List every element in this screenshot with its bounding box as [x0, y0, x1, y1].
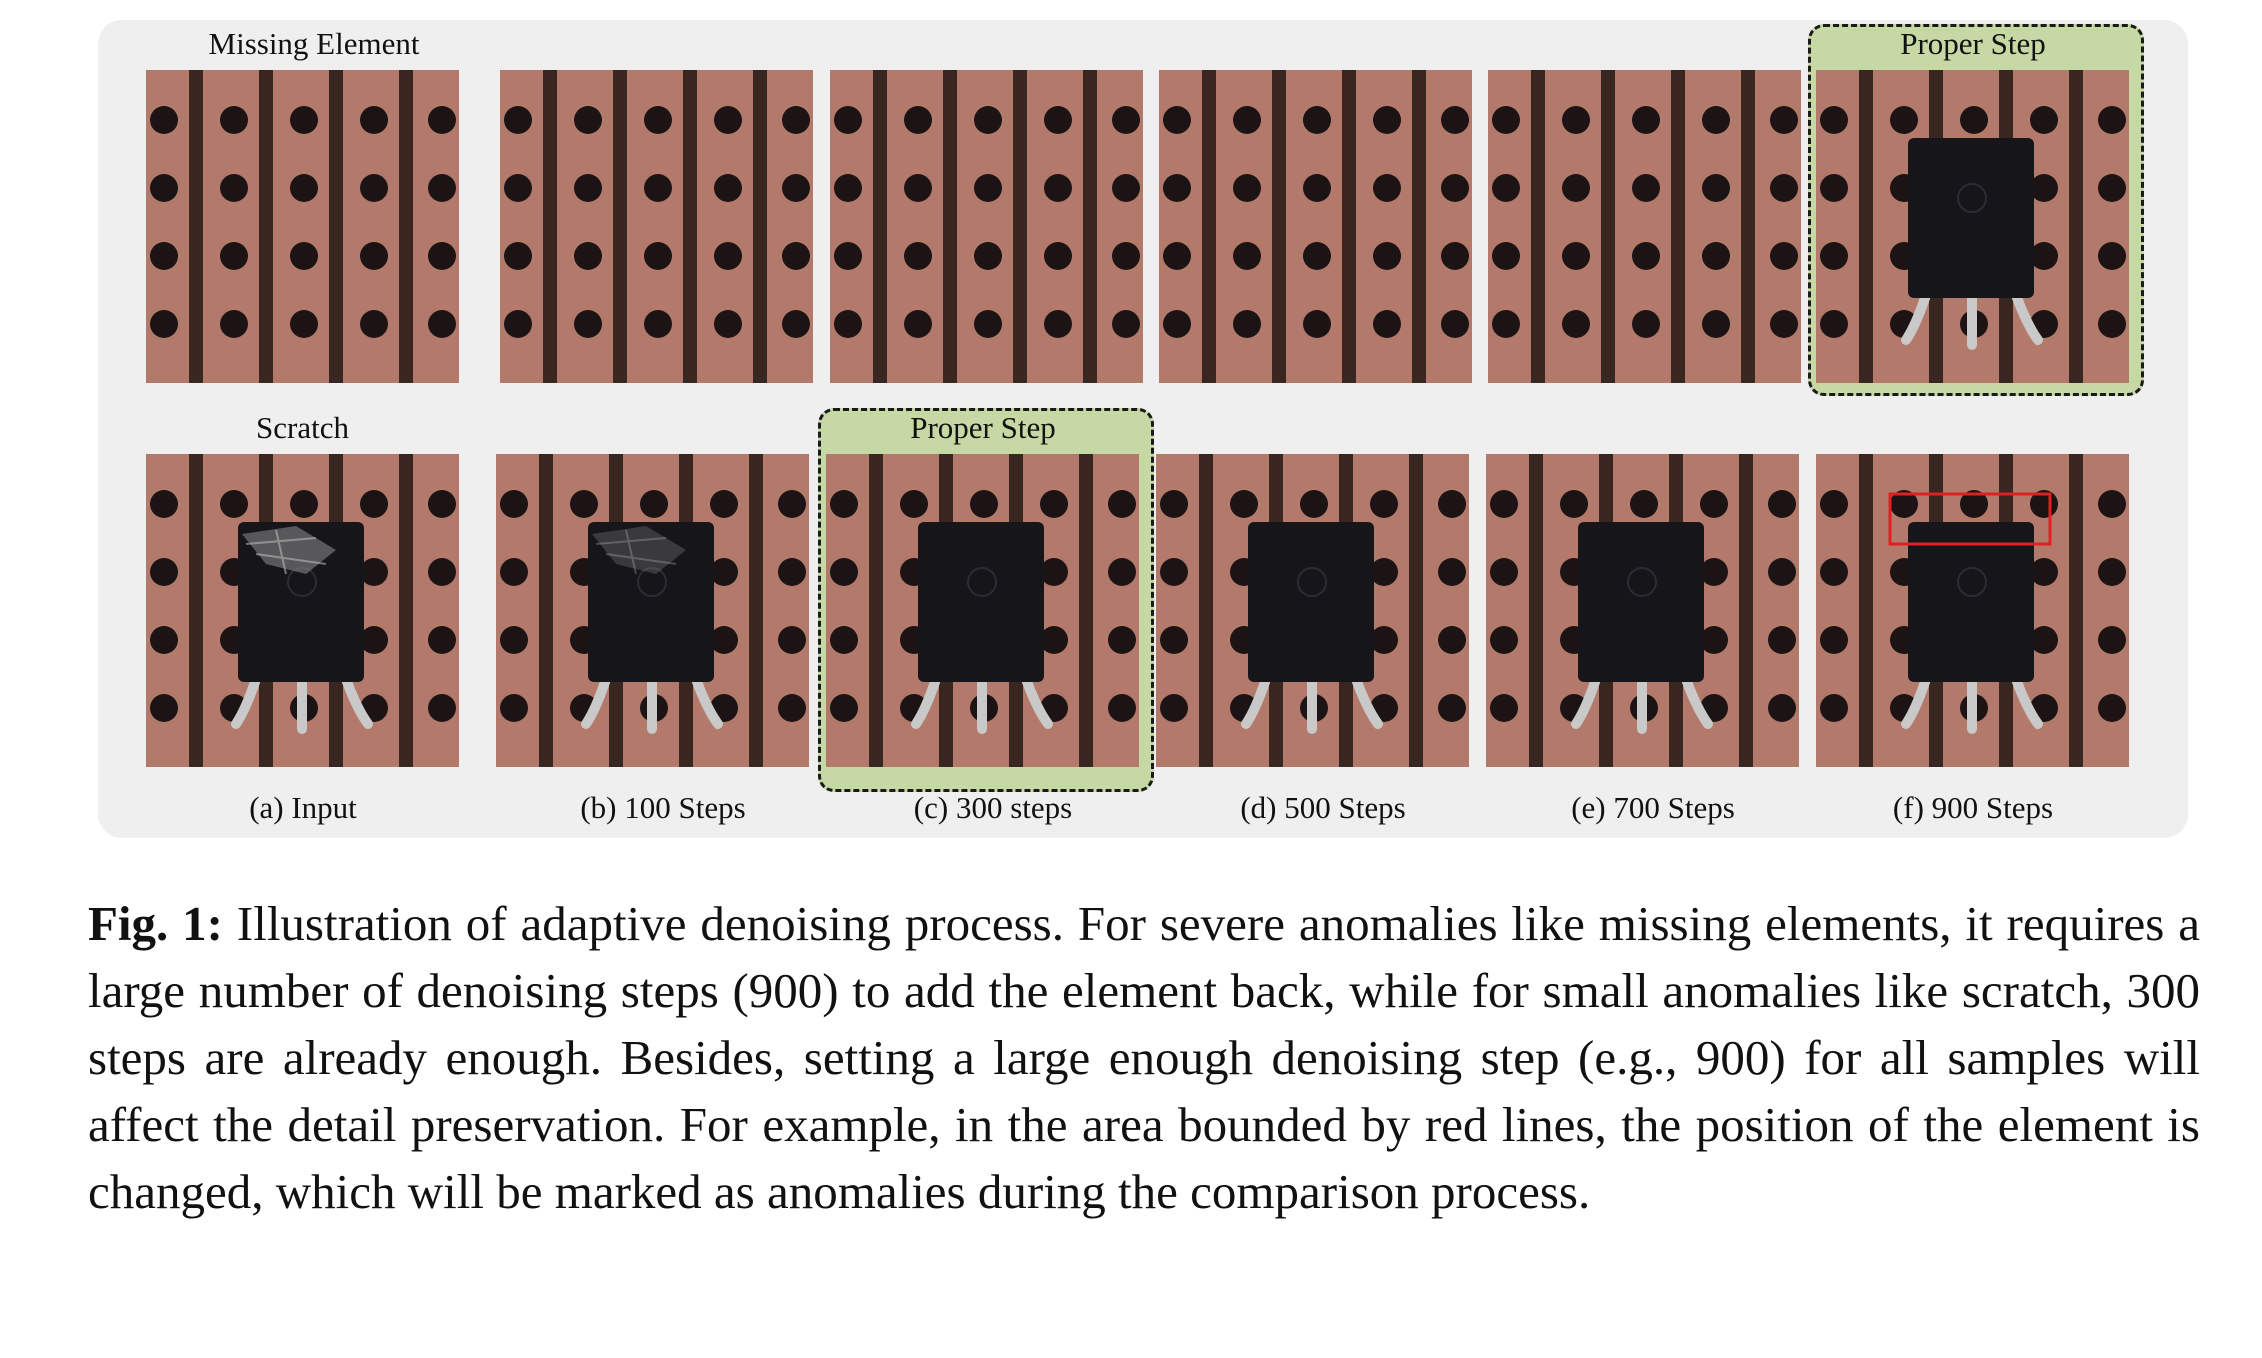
row-label-missing-element: Missing Element [208, 26, 420, 61]
caption-col-e: (e) 700 Steps [1571, 790, 1735, 825]
pcb-illustration [146, 454, 459, 767]
pcb-illustration [1156, 454, 1469, 767]
figure-caption [88, 890, 2200, 1225]
caption-col-a: (a) Input [249, 790, 357, 825]
pcb-illustration [496, 454, 809, 767]
caption-col-d: (d) 500 Steps [1240, 790, 1406, 825]
tile-scratch-100 [496, 454, 809, 767]
pcb-illustration [146, 70, 459, 383]
pcb-illustration [1159, 70, 1472, 383]
row-label-scratch: Scratch [256, 410, 349, 445]
proper-step-label-bottom: Proper Step [910, 410, 1056, 445]
tile-scratch-input [146, 454, 459, 767]
pcb-illustration [1486, 454, 1799, 767]
pcb-illustration [826, 454, 1139, 767]
tile-missing-100 [500, 70, 813, 383]
tile-missing-700 [1488, 70, 1801, 383]
pcb-illustration [1488, 70, 1801, 383]
tile-missing-500 [1159, 70, 1472, 383]
tile-missing-300 [830, 70, 1143, 383]
pcb-illustration [1816, 454, 2129, 767]
tile-scratch-500 [1156, 454, 1469, 767]
figure-caption-label: Fig. 1: [88, 896, 223, 951]
tile-missing-input [146, 70, 459, 383]
figure-caption-text: Illustration of adaptive denoising process. For severe anomalies like missing elements, it requires a large number of denoising steps (900) to add the element back, while for small anomalies like scratch, 300 steps are already enough. Besides, setting a large enough denoising step (e.g., 900) for all samples will affect the detail preservation. For example, in the area bounded by red lines, the position of the element is changed, which will be marked as anomalies during the comparison process. [88, 896, 2200, 1219]
pcb-illustration [1816, 70, 2129, 383]
tile-scratch-700 [1486, 454, 1799, 767]
pcb-illustration [500, 70, 813, 383]
caption-col-c: (c) 300 steps [913, 790, 1073, 825]
tile-missing-900 [1816, 70, 2129, 383]
proper-step-label-top: Proper Step [1900, 26, 2046, 61]
caption-col-b: (b) 100 Steps [580, 790, 746, 825]
tile-scratch-900 [1816, 454, 2129, 767]
caption-col-f: (f) 900 Steps [1892, 790, 2054, 825]
pcb-illustration [830, 70, 1143, 383]
tile-scratch-300 [826, 454, 1139, 767]
